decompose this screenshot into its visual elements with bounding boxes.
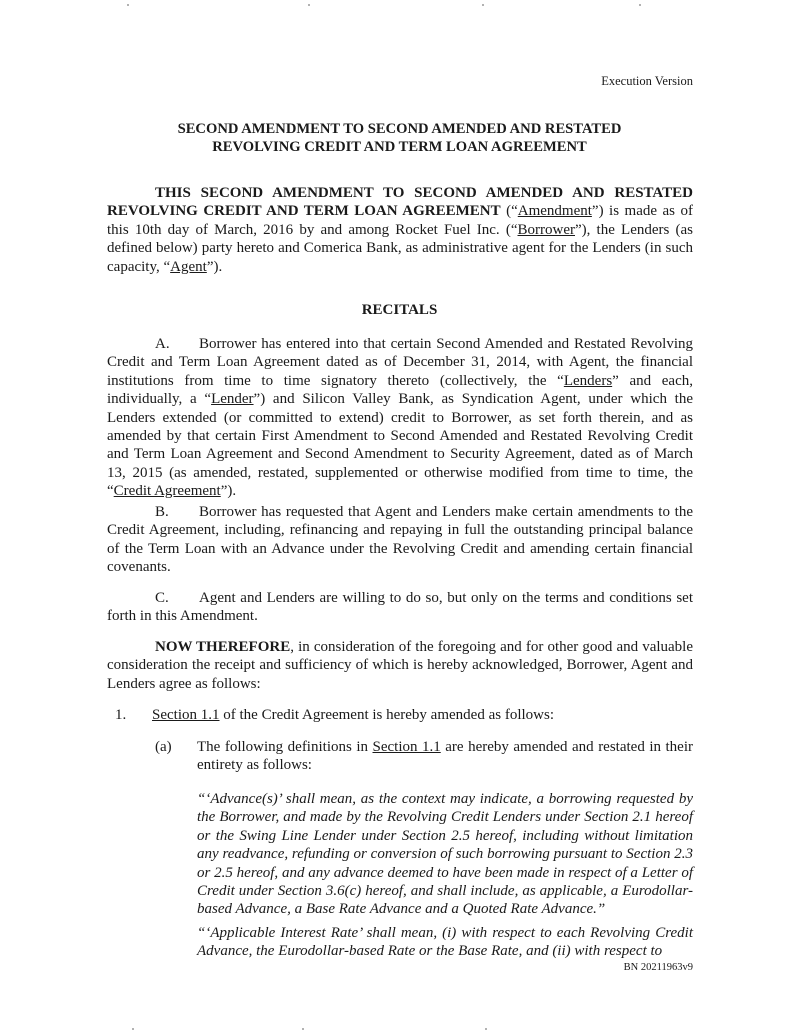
execution-version-label: Execution Version: [601, 74, 693, 88]
borrower-term: Borrower: [517, 221, 575, 238]
now-therefore-lead: NOW THEREFORE: [155, 639, 291, 655]
section-1-body: of the Credit Agreement is hereby amended as follows:: [219, 707, 554, 723]
document-id-footer: BN 20211963v9: [623, 962, 693, 973]
definition-advance: “‘Advance(s)’ shall mean, as the context may indicate, a borrowing requested by the Borrower, and made by the Revolving Credit Lenders under Section 2.1 hereof or the Swing Line Lender under Section 2.5 hereof, including without limitation any readvance, refunding or conversion of such borrowing pursuant to Section 2.3 or 2.5 hereof, and any advance deemed to have been made in respect of a Letter of Credit under Section 3.6(c) hereof, and shall include, as applicable, a Eurodollar-based Advance, a Base Rate Advance and a Quoted Rate Advance.”: [197, 791, 693, 918]
recital-a-text: ”).: [220, 483, 237, 500]
subsection-a-body: The following definitions in: [197, 739, 373, 755]
recital-a-text: ”) and Silicon Valley Bank, as Syndication Agent, under which the Lenders extended (or committed to extend) credit to Borrower, as set forth therein, and as amended by that certain First Amendment to Second Amended and Restated Revolving Credit and Term Loan Agreement and Second Amendment to Security Agreement, dated as of March 13, 2015 (as amended, restated, supplemented or otherwise modified from time to time, the “: [107, 391, 693, 500]
recital-b-text: Borrower has requested that Agent and Lenders make certain amendments to the Credit Agreement, including, refinancing and repaying in full the outstanding principal balance of the Term Loan with an Advance under the Revolving Credit and amending certain financial covenants.: [107, 504, 693, 576]
scan-speck: [127, 4, 129, 6]
intro-text: ”) is made as of this 10th day of March, 2016 by and among Rocket Fuel Inc. (“: [107, 203, 693, 238]
section-1-text: [152, 706, 554, 724]
definition-applicable-interest-rate: “‘Applicable Interest Rate’ shall mean, (i) with respect to each Revolving Credit Advance, the Eurodollar-based Rate or the Base Rate, and (ii) with respect to: [197, 925, 693, 960]
intro-text: ”).: [206, 258, 223, 275]
scan-speck: [485, 1028, 487, 1030]
title-line-2: REVOLVING CREDIT AND TERM LOAN AGREEMENT: [212, 139, 587, 155]
now-therefore-paragraph: [107, 638, 693, 693]
recital-a: [107, 335, 693, 501]
intro-bold-lead: THIS SECOND AMENDMENT TO SECOND AMENDED AND RESTATED REVOLVING CREDIT AND TERM LOAN AGREEMENT: [107, 185, 693, 220]
recitals-heading: RECITALS: [361, 302, 438, 318]
lender-term: Lender: [211, 391, 254, 408]
title-line-1: SECOND AMENDMENT TO SECOND AMENDED AND RESTATED: [177, 121, 622, 137]
section-1-1-ref: Section 1.1: [152, 707, 220, 723]
subsection-a-label: (a): [155, 739, 172, 755]
now-therefore-text: , in consideration of the foregoing and for other good and valuable consideration the receipt and sufficiency of which is hereby acknowledged, Borrower, Agent and Lenders agree as follows:: [107, 639, 694, 692]
subsection-a-body: are hereby amended and restated in their entirety as follows:: [197, 739, 693, 774]
recital-a-label: A.: [155, 336, 170, 352]
agent-term: Agent: [170, 258, 207, 275]
intro-text: ”), the Lenders (as defined below) party hereto and Comerica Bank, as administrative agent for the Lenders (in such capacity, “: [107, 221, 693, 275]
recital-c-label: C.: [155, 590, 169, 606]
intro-paragraph: [107, 184, 693, 276]
lenders-term: Lenders: [563, 372, 613, 389]
recital-c-text: Agent and Lenders are willing to do so, but only on the terms and conditions set forth in this Amendment.: [107, 590, 693, 625]
recital-b-label: B.: [155, 504, 169, 520]
scan-speck: [639, 4, 641, 6]
scan-speck: [302, 1028, 304, 1030]
scan-speck: [132, 1028, 134, 1030]
recital-b: [107, 503, 693, 577]
recital-a-text: ” and each, individually, a “: [107, 372, 693, 408]
section-1-number: 1.: [115, 707, 127, 723]
scan-speck: [308, 4, 310, 6]
subsection-a-text: [197, 738, 693, 775]
recital-c: [107, 589, 693, 626]
amendment-term: Amendment: [517, 203, 592, 220]
subsection-section-ref: Section 1.1: [372, 739, 441, 755]
credit-agreement-term: Credit Agreement: [113, 483, 221, 500]
intro-text: (“: [500, 203, 518, 220]
scan-speck: [482, 4, 484, 6]
document-title: [0, 120, 799, 156]
recital-a-text: Borrower has entered into that certain Second Amended and Restated Revolving Credit and Term Loan Agreement dated as of December 31, 2014, with Agent, the financial institutions from time to time signatory thereto (collectively, the “: [107, 336, 693, 389]
